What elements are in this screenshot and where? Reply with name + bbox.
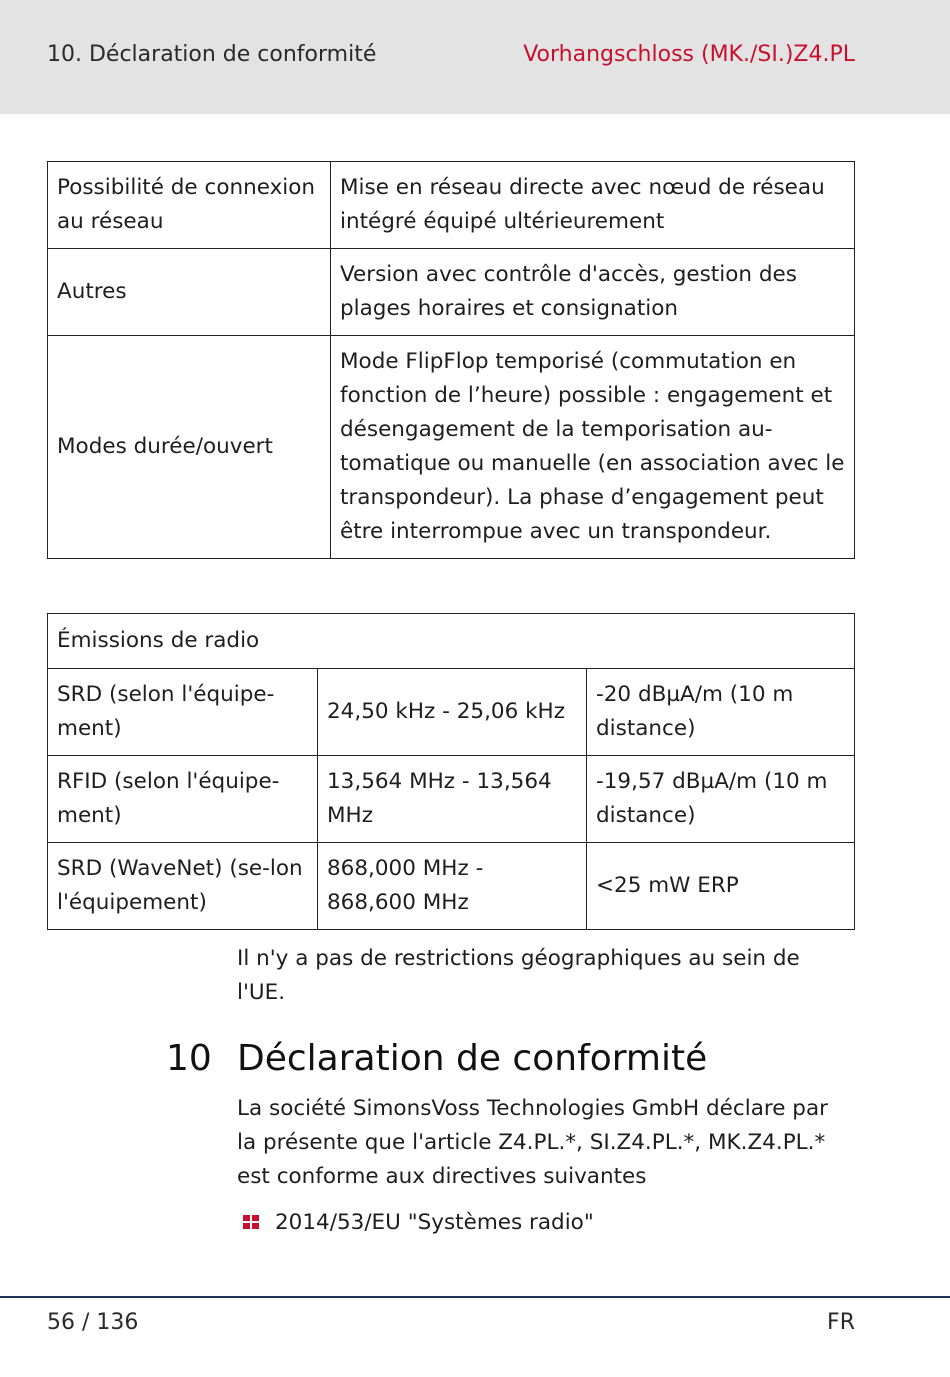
header-product-name: Vorhangschloss (MK./SI.)Z4.PL bbox=[523, 42, 855, 67]
header-section-title: 10. Déclaration de conformité bbox=[47, 42, 377, 67]
emission-power: -19,57 dBµA/m (10 m distance) bbox=[587, 756, 855, 843]
specs-table bbox=[47, 161, 855, 559]
table-row bbox=[48, 162, 855, 249]
emission-type: SRD (WaveNet) (se-lon l'équipement) bbox=[48, 843, 318, 930]
red-squares-bullet-icon bbox=[243, 1215, 259, 1229]
footer-divider bbox=[0, 1296, 950, 1298]
spec-value: Mode FlipFlop temporisé (commutation en fonction de l’heure) possible : engagement et désengagement de la temporisation au-tomatique ou manuelle (en association avec le transpondeur). La phase d’engagement peut être interrompue avec un transpondeur. bbox=[331, 336, 855, 559]
emission-frequency: 24,50 kHz - 25,06 kHz bbox=[318, 669, 587, 756]
language-code: FR bbox=[827, 1310, 855, 1335]
spec-label: Possibilité de connexion au réseau bbox=[48, 162, 331, 249]
emission-power: -20 dBµA/m (10 m distance) bbox=[587, 669, 855, 756]
page-number: 56 / 136 bbox=[47, 1310, 139, 1335]
page-header bbox=[0, 0, 950, 114]
emission-frequency: 868,000 MHz - 868,600 MHz bbox=[318, 843, 587, 930]
table-row bbox=[48, 669, 855, 756]
table-header-row bbox=[48, 614, 855, 669]
spec-label: Modes durée/ouvert bbox=[48, 336, 331, 559]
emission-frequency: 13,564 MHz - 13,564 MHz bbox=[318, 756, 587, 843]
spec-value: Mise en réseau directe avec nœud de réseau intégré équipé ultérieurement bbox=[331, 162, 855, 249]
spec-value: Version avec contrôle d'accès, gestion des plages horaires et consignation bbox=[331, 249, 855, 336]
emission-type: SRD (selon l'équipe-ment) bbox=[48, 669, 318, 756]
section-body: La société SimonsVoss Technologies GmbH déclare par la présente que l'article Z4.PL.*, SI.Z4.PL.*, MK.Z4.PL.* est conforme aux directives suivantes bbox=[237, 1096, 828, 1189]
section-number: 10 bbox=[166, 1038, 212, 1079]
section-title: Déclaration de conformité bbox=[237, 1038, 708, 1079]
table-row bbox=[48, 336, 855, 559]
table-row bbox=[48, 756, 855, 843]
spec-label: Autres bbox=[48, 249, 331, 336]
table-row bbox=[48, 843, 855, 930]
table-row bbox=[48, 249, 855, 336]
list-item bbox=[243, 1206, 594, 1240]
directive-text: 2014/53/EU "Systèmes radio" bbox=[275, 1210, 594, 1235]
radio-emissions-table bbox=[47, 613, 855, 930]
emission-type: RFID (selon l'équipe-ment) bbox=[48, 756, 318, 843]
radio-emissions-title: Émissions de radio bbox=[48, 614, 855, 669]
geographic-note: Il n'y a pas de restrictions géographiques au sein de l'UE. bbox=[237, 946, 800, 1005]
emission-power: <25 mW ERP bbox=[587, 843, 855, 930]
